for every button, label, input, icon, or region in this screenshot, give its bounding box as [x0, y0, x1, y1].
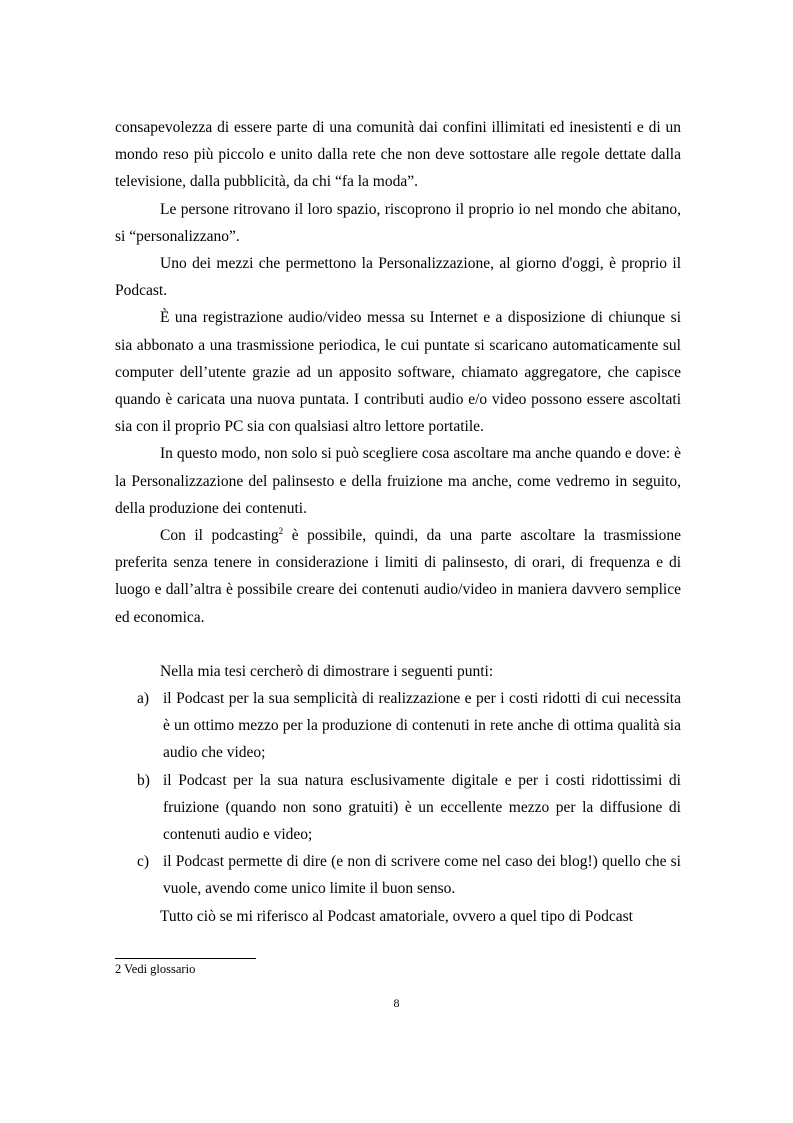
list-marker: c)	[137, 853, 150, 871]
list-item	[115, 848, 681, 902]
list-item	[115, 767, 681, 849]
body-text	[115, 114, 681, 930]
paragraph-6	[115, 522, 681, 631]
footnote-separator	[115, 958, 256, 959]
paragraph-3: Uno dei mezzi che permettono la Personalizzazione, al giorno d'oggi, è proprio il Podcast.	[115, 255, 681, 300]
footnote-reference: 2	[278, 526, 284, 537]
list-marker: b)	[137, 771, 150, 789]
list-item	[115, 685, 681, 767]
paragraph-7: Nella mia tesi cercherò di dimostrare i seguenti punti:	[160, 662, 494, 680]
paragraph-gap	[115, 631, 681, 658]
thesis-points-list	[115, 685, 681, 903]
paragraph-6-start: Con il podcasting	[160, 527, 279, 545]
list-item-text: il Podcast per la sua natura esclusivamente digitale e per i costi ridottissimi di fruizione (quando non sono gratuiti) è un eccellente mezzo per la diffusione di contenuti audio e video;	[163, 771, 681, 844]
paragraph-2: Le persone ritrovano il loro spazio, riscoprono il proprio io nel mondo che abitano, si “personalizzano”.	[115, 200, 681, 245]
paragraph-8: Tutto ciò se mi riferisco al Podcast amatoriale, ovvero a quel tipo di Podcast	[160, 907, 633, 925]
list-item-text: il Podcast permette di dire (e non di scrivere come nel caso dei blog!) quello che si vuole, avendo come unico limite il buon senso.	[163, 853, 681, 898]
paragraph-1: consapevolezza di essere parte di una comunità dai confini illimitati ed inesistenti e di un mondo reso più piccolo e unito dalla rete che non deve sottostare alle regole dettate dalla televisione, dalla pubblicità, da chi “fa la moda”.	[115, 119, 681, 191]
paragraph-6-end: è possibile, quindi, da una parte ascoltare la trasmissione preferita senza tenere in considerazione i limiti di palinsesto, di orari, di frequenza e di luogo e dall’altra è possibile creare dei contenuti audio/video in maniera davvero semplice ed economica.	[115, 527, 681, 626]
footnote: 2 Vedi glossario	[115, 962, 196, 976]
list-marker: a)	[137, 690, 150, 708]
list-item-text: il Podcast per la sua semplicità di realizzazione e per i costi ridotti di cui necessita è un ottimo mezzo per la produzione di contenuti in rete anche di ottima qualità sia audio che video;	[163, 690, 681, 762]
page-number: 8	[393, 996, 400, 1010]
paragraph-5: In questo modo, non solo si può scegliere cosa ascoltare ma anche quando e dove: è la Personalizzazione del palinsesto e della fruizione ma anche, come vedremo in seguito, della produzione dei contenuti.	[115, 445, 681, 517]
paragraph-4: È una registrazione audio/video messa su Internet e a disposizione di chiunque si sia abbonato a una trasmissione periodica, le cui puntate si scaricano automaticamente sul computer dell’utente grazie ad un apposito software, chiamato aggregatore, che capisce quando è caricata una nuova puntata. I contributi audio e/o video possono essere ascoltati sia con il proprio PC sia con qualsiasi altro lettore portatile.	[115, 309, 681, 436]
